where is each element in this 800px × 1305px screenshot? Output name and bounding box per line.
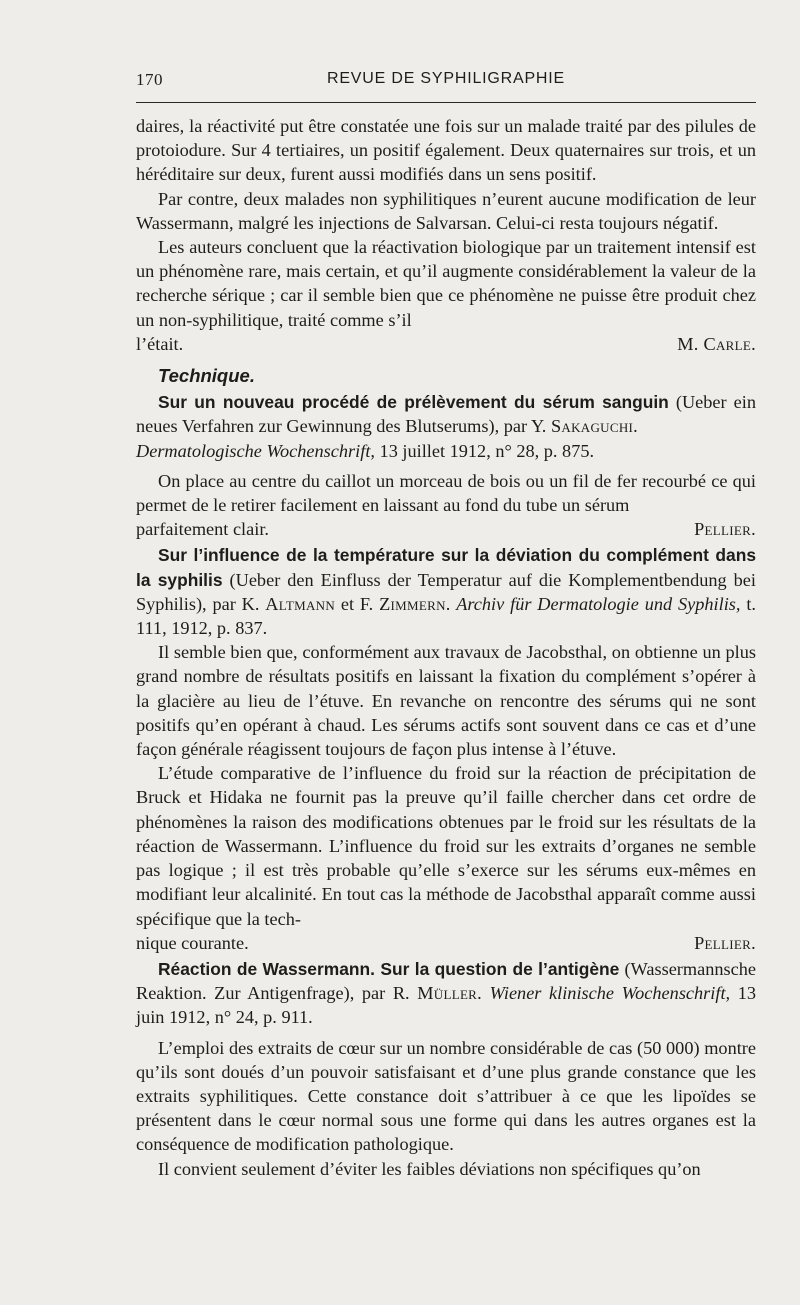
article-2-and: et F. <box>335 593 380 614</box>
article-2-title: Sur l’influence de la température sur la déviation du complément dans la syphilis <box>136 545 756 590</box>
body-text <box>136 114 756 1181</box>
article-3-reference <box>136 957 756 1030</box>
carle-paragraph-2: Par contre, deux malades non syphilitiques n’eurent aucune modification de leur Wassermann, malgré les injections de Salvarsan. Celui-ci resta toujours négatif. <box>136 188 756 233</box>
article-3-paragraph-1: L’emploi des extraits de cœur sur un nombre considérable de cas (50 000) montre qu’ils sont doués d’un pouvoir satisfaisant et d’une plus grande constance que les extraits syphilitiques. Cette constance doit s’attribuer à ce que les lipoïdes se présentent dans le cœur normal sous une forme qui dans les autres organes est la conséquence de modification pathologique. <box>136 1037 756 1155</box>
article-2-signature: Pellier. <box>694 932 756 953</box>
article-3-title: Réaction de Wassermann. Sur la question de l’antigène <box>158 958 620 979</box>
carle-paragraph-3: Les auteurs concluent que la réactivation biologique par un traitement intensif est un phénomène rare, mais certain, et qu’il augmente considérablement la valeur de la recherche sérique ; car il semble bien que ce phénomène ne puisse être produit chez un non-syphilitique, traité comme s’il <box>136 237 756 330</box>
running-title: REVUE DE SYPHILIGRAPHIE <box>326 70 566 87</box>
article-1-last-line <box>136 517 756 541</box>
article-1-signature: Pellier. <box>694 519 756 540</box>
article-2-paragraph-1: Il semble bien que, conformément aux travaux de Jacobsthal, on obtienne un plus grand nombre de résultats positifs en laissant la fixation du complément s’opérer à la glacière au lieu de l’étuve. En revanche on rencontre des sérums qui ne sont positifs qu’en opérant à chaud. Les sérums actifs sont souvent dans ce cas et d’une façon générale réagissent toujours de façon plus intense à l’étuve. <box>136 642 756 760</box>
carle-paragraph-1: daires, la réactivité put être constatée une fois sur un malade traité par des pilules de protoiodure. Sur 4 tertiaires, un positif également. Deux quaternaires sur trois, et un héréditaire sur deux, furent aussi modifiés dans un sens positif. <box>136 116 756 185</box>
article-2-author-2: Zimmern. <box>379 593 451 614</box>
article-1-journal: Dermatologische Wochenschrift, <box>136 440 375 461</box>
article-2-journal: Archiv für Dermatologie und Syphilis, <box>450 593 741 614</box>
carle-paragraph-3-end: l’était. <box>136 333 184 354</box>
article-2-title-translation: (Ueber den Einfluss der Temperatur auf die Komplementbendung bei Syphilis), par K. <box>136 569 756 614</box>
article-1-body-end: parfaitement clair. <box>136 519 269 540</box>
article-1-author: Sakaguchi. <box>550 416 639 437</box>
page-number: 170 <box>136 70 163 89</box>
article-1-reference <box>136 390 756 463</box>
article-3-citation: 13 juin 1912, n° 24, p. 911. <box>136 983 756 1028</box>
article-2-citation: t. 111, 1912, p. 837. <box>136 593 756 639</box>
article-2-last-line <box>136 931 756 955</box>
carle-last-line <box>136 332 756 356</box>
running-header <box>136 70 756 96</box>
article-2-author-1: Altmann <box>265 593 336 614</box>
header-rule <box>136 102 756 103</box>
article-1-body: On place au centre du caillot un morceau de bois ou un fil de fer recourbé ce qui permet de le retirer facilement en laissant au fond du tube un sérum <box>136 470 756 516</box>
article-3-title-translation: (Wassermannsche Reaktion. Zur Antigenfrage), par R. <box>136 958 756 1004</box>
article-1-citation: 13 juillet 1912, n° 28, p. 875. <box>374 440 595 461</box>
article-3-author: Müller. <box>417 983 483 1004</box>
review-signature: M. Carle. <box>677 333 756 354</box>
article-2-paragraph-2-end: nique courante. <box>136 932 249 953</box>
article-1-title-translation: (Ueber ein neues Verfahren zur Gewinnung des Blutserums), par Y. <box>136 392 756 437</box>
article-2-reference <box>136 543 756 640</box>
article-3-journal: Wiener klinische Wochenschrift, <box>482 983 731 1004</box>
article-3-paragraph-2: Il convient seulement d’éviter les faibles déviations non spécifiques qu’on <box>158 1158 701 1179</box>
section-heading: Technique. <box>158 365 255 387</box>
article-2-paragraph-2: L’étude comparative de l’influence du froid sur la réaction de précipitation de Bruck et Hidaka ne fournit pas la preuve qu’il faille chercher dans cet ordre de phénomènes la raison des modifications obtenues par le froid sur les résultats de la réaction de Wassermann. L’influence du froid sur les extraits d’organes ne semble pas logique ; il est très probable qu’elle s’exerce sur les sérums eux-mêmes en modifiant leur alcalinité. En tout cas la méthode de Jacobsthal apparaît comme aussi spécifique que la tech- <box>136 763 756 929</box>
article-1-title: Sur un nouveau procédé de prélèvement du sérum sanguin <box>158 392 669 413</box>
